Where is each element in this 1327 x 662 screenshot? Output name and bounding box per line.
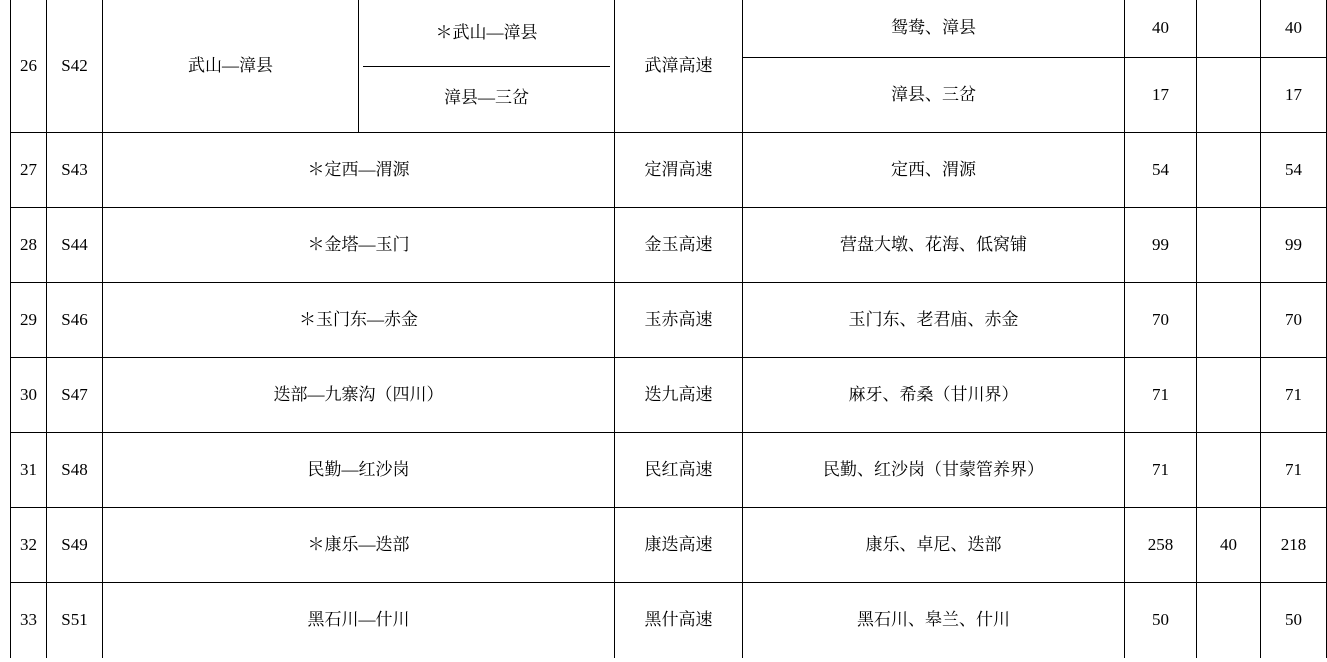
route-short-name: 康迭高速 [615, 508, 743, 583]
route-length-total: 17 [1125, 58, 1197, 133]
route-length-mid [1197, 0, 1261, 58]
route-length-total: 71 [1125, 358, 1197, 433]
route-name: 黑石川—什川 [103, 583, 615, 658]
route-length-end: 50 [1261, 583, 1327, 658]
table-row [11, 283, 1327, 358]
route-through: 麻牙、希桑（甘川界） [743, 358, 1125, 433]
row-number: 33 [11, 583, 47, 658]
route-length-end: 71 [1261, 358, 1327, 433]
row-number: 26 [11, 0, 47, 133]
route-through: 漳县、三岔 [743, 58, 1125, 133]
route-name: ＊玉门东—赤金 [103, 283, 615, 358]
route-through: 定西、渭源 [743, 133, 1125, 208]
route-length-total: 71 [1125, 433, 1197, 508]
table-row [11, 133, 1327, 208]
route-length-mid [1197, 58, 1261, 133]
route-code: S49 [47, 508, 103, 583]
route-short-name: 定渭高速 [615, 133, 743, 208]
table-row [11, 208, 1327, 283]
route-length-mid: 40 [1197, 508, 1261, 583]
segment-item: 漳县—三岔 [444, 87, 529, 107]
route-code: S48 [47, 433, 103, 508]
route-short-name: 民红高速 [615, 433, 743, 508]
route-code: S44 [47, 208, 103, 283]
route-short-name: 迭九高速 [615, 358, 743, 433]
route-through: 玉门东、老君庙、赤金 [743, 283, 1125, 358]
route-through: 鸳鸯、漳县 [743, 0, 1125, 58]
table-row [11, 0, 1327, 58]
route-length-total: 99 [1125, 208, 1197, 283]
route-name: 民勤—红沙岗 [103, 433, 615, 508]
row-number: 29 [11, 283, 47, 358]
row-number: 27 [11, 133, 47, 208]
route-length-total: 258 [1125, 508, 1197, 583]
segment-subtable [363, 2, 610, 130]
route-length-mid [1197, 208, 1261, 283]
route-segments [359, 0, 615, 133]
route-length-mid [1197, 283, 1261, 358]
row-number: 32 [11, 508, 47, 583]
route-length-end: 54 [1261, 133, 1327, 208]
route-code: S42 [47, 0, 103, 133]
route-code: S43 [47, 133, 103, 208]
route-short-name: 玉赤高速 [615, 283, 743, 358]
route-name: ＊金塔—玉门 [103, 208, 615, 283]
route-length-end: 218 [1261, 508, 1327, 583]
route-code: S51 [47, 583, 103, 658]
route-name: ＊康乐—迭部 [103, 508, 615, 583]
highway-table [10, 0, 1327, 658]
route-name: 迭部—九寨沟（四川） [103, 358, 615, 433]
route-length-total: 70 [1125, 283, 1197, 358]
route-length-mid [1197, 358, 1261, 433]
route-length-mid [1197, 133, 1261, 208]
route-length-end: 71 [1261, 433, 1327, 508]
route-length-total: 50 [1125, 583, 1197, 658]
route-through: 营盘大墩、花海、低窝铺 [743, 208, 1125, 283]
route-length-total: 40 [1125, 0, 1197, 58]
route-length-mid [1197, 433, 1261, 508]
route-short-name: 武漳高速 [615, 0, 743, 133]
route-name: ＊定西—渭源 [103, 133, 615, 208]
table-row [11, 358, 1327, 433]
route-code: S47 [47, 358, 103, 433]
route-through: 民勤、红沙岗（甘蒙管养界） [743, 433, 1125, 508]
route-short-name: 黑什高速 [615, 583, 743, 658]
row-number: 28 [11, 208, 47, 283]
route-through: 康乐、卓尼、迭部 [743, 508, 1125, 583]
route-length-mid [1197, 583, 1261, 658]
route-length-end: 99 [1261, 208, 1327, 283]
row-number: 31 [11, 433, 47, 508]
route-code: S46 [47, 283, 103, 358]
route-length-end: 40 [1261, 0, 1327, 58]
route-name: 武山—漳县 [103, 0, 359, 133]
route-length-total: 54 [1125, 133, 1197, 208]
table-row [11, 583, 1327, 658]
table-row [11, 433, 1327, 508]
route-short-name: 金玉高速 [615, 208, 743, 283]
route-through: 黑石川、皋兰、什川 [743, 583, 1125, 658]
row-number: 30 [11, 358, 47, 433]
route-length-end: 70 [1261, 283, 1327, 358]
table-row [11, 508, 1327, 583]
route-length-end: 17 [1261, 58, 1327, 133]
segment-item: ＊武山—漳县 [363, 2, 610, 66]
